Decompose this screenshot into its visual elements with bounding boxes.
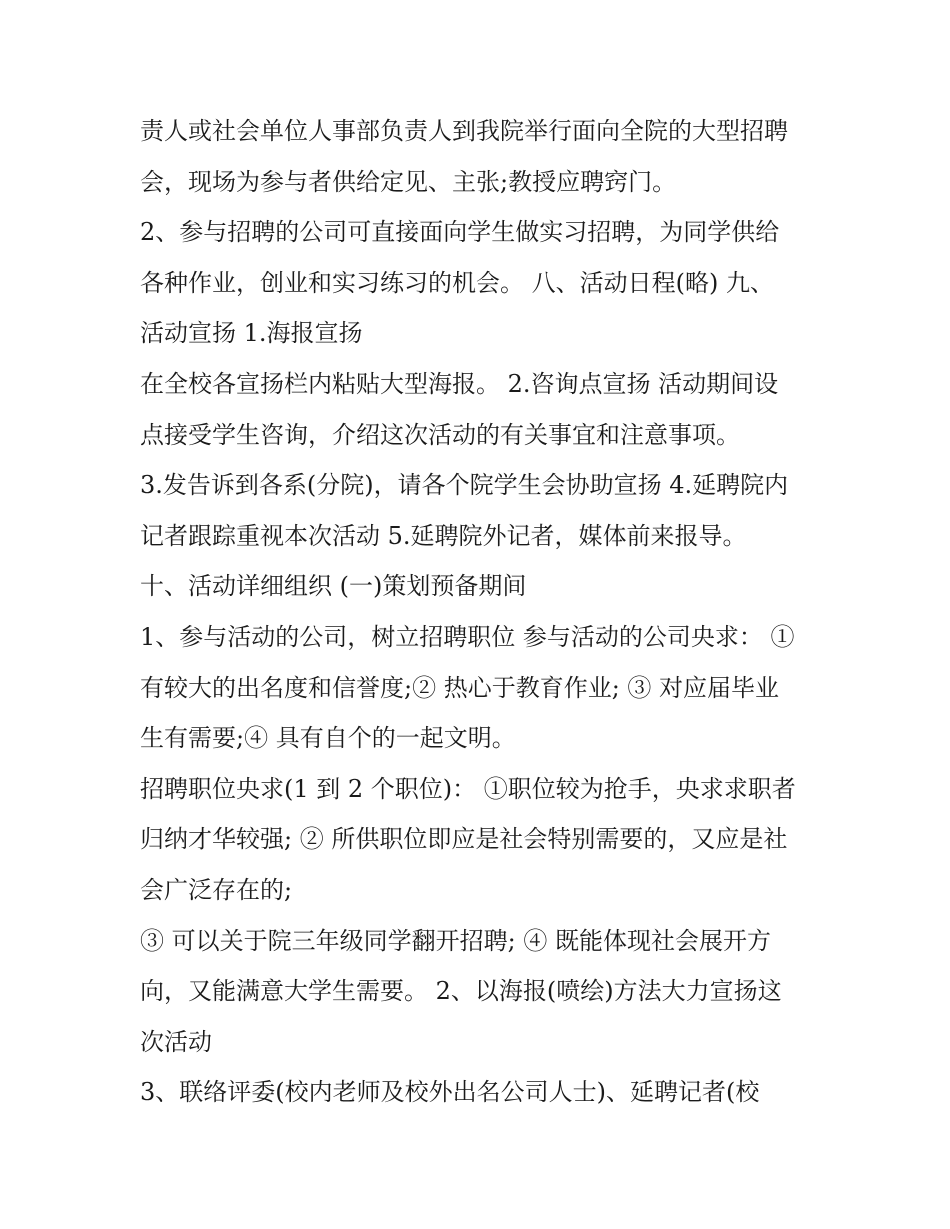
text-line: 归纳才华较强; ② 所供职位即应是社会特别需要的，又应是社 xyxy=(140,825,788,854)
text-line: 点接受学生咨询，介绍这次活动的有关事宜和注意事项。 xyxy=(140,420,740,449)
text-line: 3、联络评委(校内老师及校外出名公司人士)、延聘记者(校 xyxy=(140,1078,760,1107)
text-line: 3.发告诉到各系(分院)，请各个院学生会协助宣扬 4.延聘院内 xyxy=(140,471,789,500)
text-line: 会广泛存在的; xyxy=(140,875,293,904)
text-line: 向，又能满意大学生需要。 2、以海报(喷绘)方法大力宣扬这 xyxy=(140,977,782,1006)
body-text xyxy=(140,106,820,1118)
section-heading: 十、活动详细组织 (一)策划预备期间 xyxy=(140,572,527,601)
text-line: 各种作业，创业和实习练习的机会。 八、活动日程(略) 九、 xyxy=(140,268,774,297)
text-line: 责人或社会单位人事部负责人到我院举行面向全院的大型招聘 xyxy=(140,117,788,145)
text-line: 活动宣扬 1.海报宣扬 xyxy=(140,319,363,348)
text-line: 次活动 xyxy=(140,1027,212,1056)
text-line: 在全校各宣扬栏内粘贴大型海报。 2.咨询点宣扬 活动期间设 xyxy=(140,369,779,398)
text-line: 2、参与招聘的公司可直接面向学生做实习招聘，为同学供给 xyxy=(140,218,780,247)
text-line: 生有需要;④ 具有自个的一起文明。 xyxy=(140,724,516,753)
text-line: 记者跟踪重视本次活动 5.延聘院外记者，媒体前来报导。 xyxy=(140,521,747,550)
text-line: 有较大的出名度和信誉度;② 热心于教育作业; ③ 对应届毕业 xyxy=(140,673,780,702)
text-line: 1、参与活动的公司，树立招聘职位 参与活动的公司央求： ① xyxy=(140,622,795,651)
text-line: 会，现场为参与者供给定见、主张;教授应聘窍门。 xyxy=(140,167,677,196)
text-line: ③ 可以关于院三年级同学翻开招聘; ④ 既能体现社会展开方 xyxy=(140,926,771,955)
text-line: 招聘职位央求(1 到 2 个职位)： ①职位较为抢手，央求求职者 xyxy=(140,774,796,803)
